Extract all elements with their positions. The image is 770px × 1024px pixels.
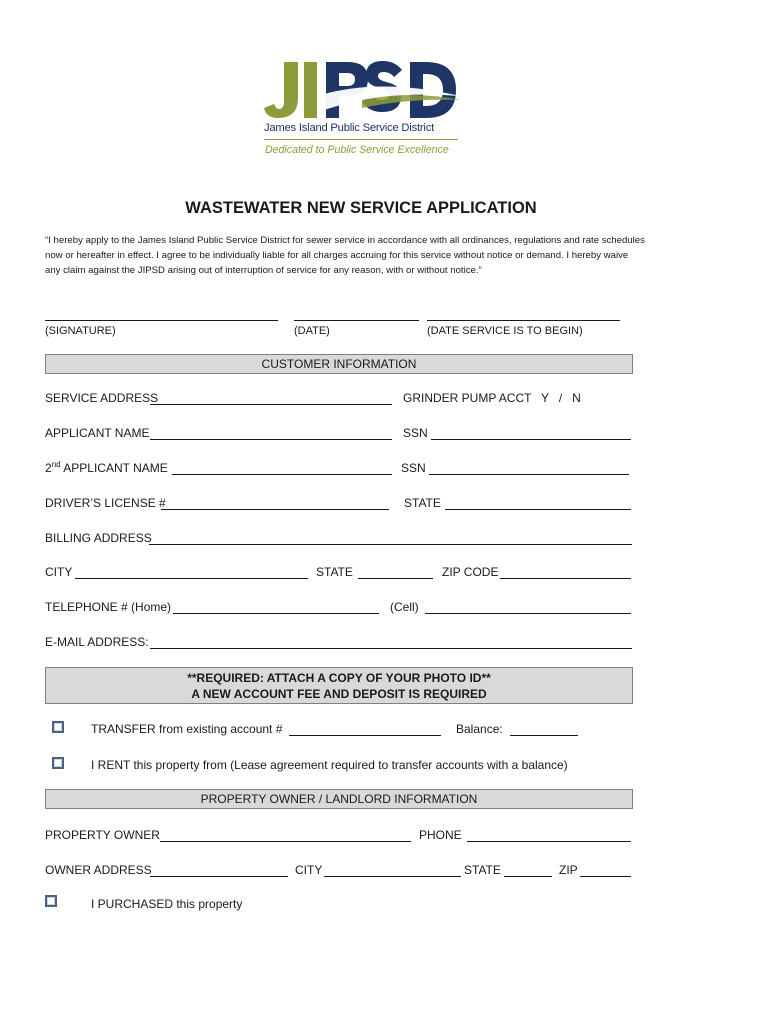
second-applicant-text: APPLICANT NAME xyxy=(60,461,168,475)
owner-state-field[interactable] xyxy=(504,876,552,877)
license-state-label: STATE xyxy=(404,496,441,510)
ssn-2-label: SSN xyxy=(401,461,426,475)
jipsd-logo-graphic xyxy=(262,58,462,120)
city-field[interactable] xyxy=(75,578,308,579)
license-state-field[interactable] xyxy=(445,509,631,510)
customer-info-header: CUSTOMER INFORMATION xyxy=(45,354,633,374)
second-applicant-label xyxy=(45,461,168,475)
property-owner-label: PROPERTY OWNER xyxy=(45,828,160,842)
state-field[interactable] xyxy=(358,578,433,579)
logo-divider xyxy=(264,139,458,140)
statement-line-2: now or hereafter in effect. I agree to be individually liable for all charges accruing for this service without notice or demand. I hereby waive xyxy=(45,250,629,261)
applicant-name-field[interactable] xyxy=(150,439,392,440)
date-line[interactable] xyxy=(294,320,419,321)
required-line-1: **REQUIRED: ATTACH A COPY OF YOUR PHOTO ID** xyxy=(187,671,491,685)
owner-state-label: STATE xyxy=(464,863,501,877)
district-name: James Island Public Service District xyxy=(264,122,434,134)
billing-address-field[interactable] xyxy=(149,544,632,545)
required-line-2: A NEW ACCOUNT FEE AND DEPOSIT IS REQUIRED xyxy=(191,687,487,701)
zip-code-label: ZIP CODE xyxy=(442,565,499,579)
transfer-label: TRANSFER from existing account # xyxy=(91,722,283,736)
transfer-account-field[interactable] xyxy=(289,735,441,736)
second-applicant-field[interactable] xyxy=(172,474,392,475)
rent-label: I RENT this property from (Lease agreement required to transfer accounts with a balance) xyxy=(91,758,568,772)
cell-field[interactable] xyxy=(425,613,631,614)
service-address-label: SERVICE ADDRESS xyxy=(45,391,159,405)
owner-address-label: OWNER ADDRESS xyxy=(45,863,152,877)
signature-label: (SIGNATURE) xyxy=(45,325,116,337)
email-label: E-MAIL ADDRESS: xyxy=(45,635,149,649)
zip-code-field[interactable] xyxy=(500,578,631,579)
date-service-line[interactable] xyxy=(427,320,620,321)
purchased-checkbox[interactable] xyxy=(45,895,57,907)
balance-label: Balance: xyxy=(456,722,503,736)
owner-phone-label: PHONE xyxy=(419,828,462,842)
service-address-field[interactable] xyxy=(150,404,392,405)
state-label: STATE xyxy=(316,565,353,579)
owner-zip-field[interactable] xyxy=(580,876,631,877)
city-label: CITY xyxy=(45,565,73,579)
date-service-label: (DATE SERVICE IS TO BEGIN) xyxy=(427,325,583,337)
email-field[interactable] xyxy=(150,648,632,649)
owner-info-header: PROPERTY OWNER / LANDLORD INFORMATION xyxy=(45,789,633,809)
logo-tagline: Dedicated to Public Service Excellence xyxy=(265,144,449,156)
purchased-label: I PURCHASED this property xyxy=(91,897,243,911)
ssn-label: SSN xyxy=(403,426,428,440)
owner-address-field[interactable] xyxy=(150,876,288,877)
cell-label: (Cell) xyxy=(390,600,419,614)
transfer-checkbox[interactable] xyxy=(52,721,64,733)
grinder-pump-label[interactable]: GRINDER PUMP ACCT Y / N xyxy=(403,391,581,405)
balance-field[interactable] xyxy=(510,735,578,736)
signature-line[interactable] xyxy=(45,320,278,321)
ssn-2-field[interactable] xyxy=(429,474,629,475)
drivers-license-label: DRIVER’S LICENSE # xyxy=(45,496,166,510)
billing-address-label: BILLING ADDRESS xyxy=(45,531,152,545)
second-applicant-suffix: nd xyxy=(51,460,61,469)
owner-city-field[interactable] xyxy=(324,876,461,877)
ssn-field[interactable] xyxy=(431,439,631,440)
property-owner-field[interactable] xyxy=(160,841,411,842)
applicant-name-label: APPLICANT NAME xyxy=(45,426,150,440)
rent-checkbox[interactable] xyxy=(52,757,64,769)
required-notice xyxy=(45,667,633,704)
owner-zip-label: ZIP xyxy=(559,863,578,877)
statement-line-3: any claim against the JIPSD arising out of interruption of service for any reason, with or without notice.” xyxy=(45,265,482,276)
statement-line-1: “I hereby apply to the James Island Public Service District for sewer service in accordance with all ordinances, regulations and rate schedules xyxy=(45,235,645,246)
telephone-home-label: TELEPHONE # (Home) xyxy=(45,600,172,614)
owner-city-label: CITY xyxy=(295,863,323,877)
date-label: (DATE) xyxy=(294,325,330,337)
telephone-home-field[interactable] xyxy=(173,613,379,614)
second-applicant-number: 2 xyxy=(45,461,52,475)
owner-phone-field[interactable] xyxy=(467,841,631,842)
form-title: WASTEWATER NEW SERVICE APPLICATION xyxy=(185,199,537,217)
logo xyxy=(262,58,462,163)
drivers-license-field[interactable] xyxy=(161,509,389,510)
